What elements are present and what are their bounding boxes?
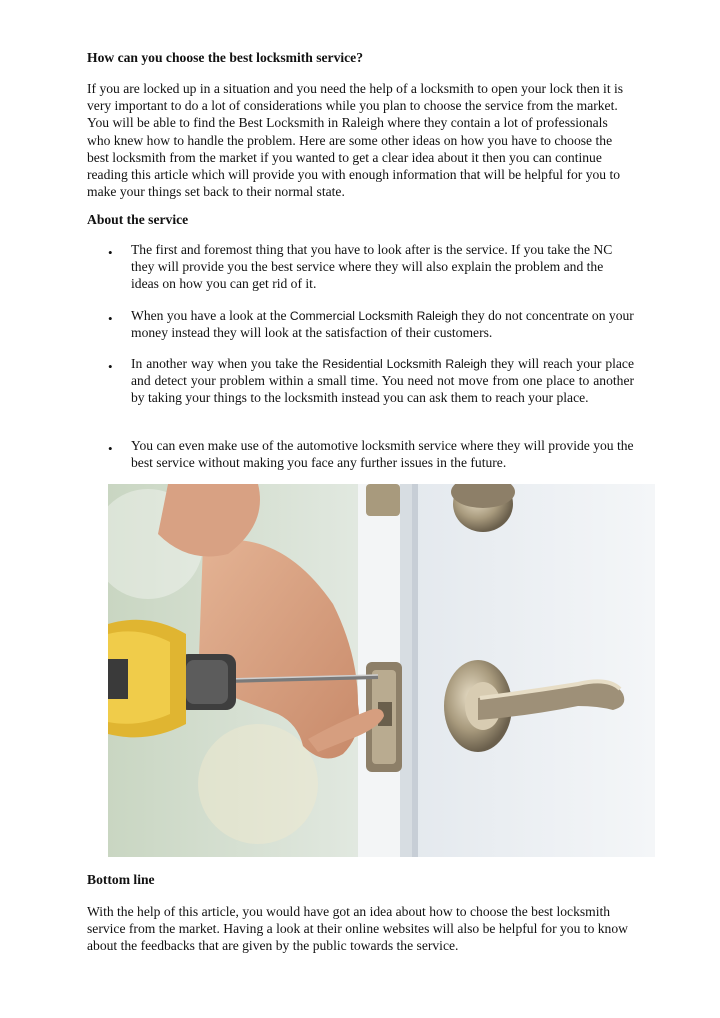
commercial-locksmith-link[interactable]: Commercial Locksmith Raleigh	[289, 309, 458, 323]
bullet-marker: •	[108, 245, 113, 260]
conclusion-paragraph: With the help of this article, you would have got an idea about how to choose the best locksmith service from the market. Having a look at their online websites will also be helpful for you to know about the feedbacks that are given by the public towards the service.	[87, 904, 628, 954]
intro-paragraph: If you are locked up in a situation and you need the help of a locksmith to open your lock then it is very important to do a lot of considerations while you plan to choose the service from the market. You will be able to find the Best Locksmith in Raleigh where they contain a lot of professionals who knew how to handle the problem. Here are some other ideas on how you have to choose the best locksmith from the market if you wanted to get a clear idea about it then you can continue reading this article which will provide you with enough information that will be helpful for you to make your things set back to their normal state.	[87, 81, 624, 200]
bullet-2-pre: When you have a look at the	[131, 308, 290, 323]
bullet-2-post: they do not concentrate on your money instead they will look at the satisfaction of their customers.	[131, 308, 634, 340]
bottom-line-heading: Bottom line	[87, 872, 155, 887]
article-title: How can you choose the best locksmith service?	[87, 50, 364, 65]
about-heading: About the service	[87, 212, 189, 227]
bullet-4: You can even make use of the automotive locksmith service where they will provide you the best service without making you face any further issues in the future.	[131, 438, 634, 470]
bullet-3	[131, 356, 634, 406]
bullet-marker: •	[108, 311, 113, 326]
residential-locksmith-link[interactable]: Residential Locksmith Raleigh	[322, 357, 487, 371]
locksmith-photo	[108, 484, 655, 857]
bullet-marker: •	[108, 359, 113, 374]
bullet-3-pre: In another way when you take the	[131, 356, 323, 371]
bullet-marker: •	[108, 441, 113, 456]
bullet-3-post: they will reach your place and detect your problem within a small time. You need not move from one place to another by taking your things to the locksmith instead you can ask them to reach your place.	[131, 356, 634, 405]
bullet-2	[131, 308, 634, 342]
bullet-1: The first and foremost thing that you have to look after is the service. If you take the NC they will provide you the best service where they will also explain the problem and the ideas on how you can get rid of it.	[131, 242, 613, 291]
